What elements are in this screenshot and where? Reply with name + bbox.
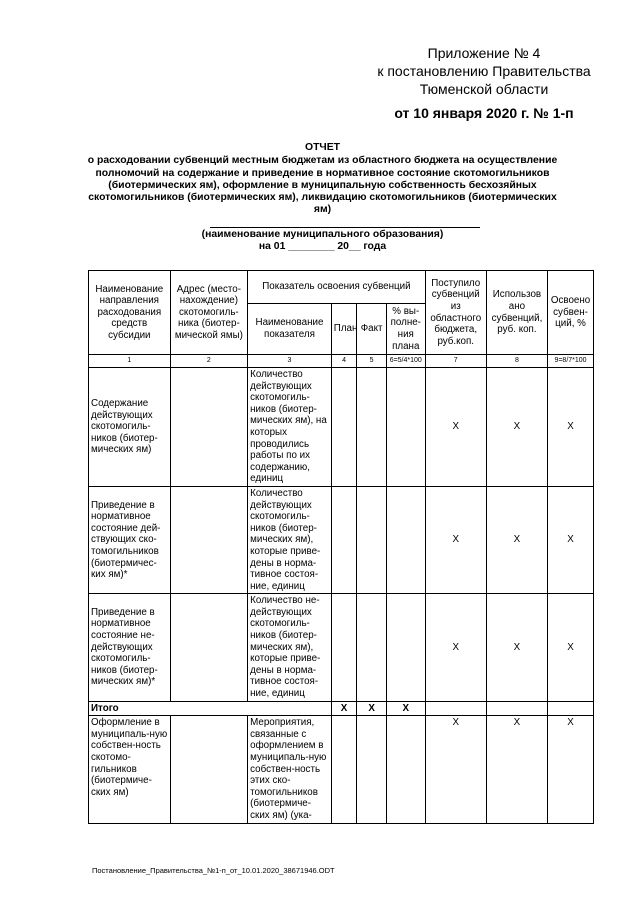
row-plan bbox=[331, 368, 357, 487]
total-row bbox=[89, 701, 594, 716]
row-fact bbox=[357, 594, 387, 701]
row-used: X bbox=[486, 716, 547, 823]
col-number: 5 bbox=[357, 355, 387, 368]
row-mastered: X bbox=[548, 368, 594, 487]
appendix-header bbox=[364, 44, 604, 122]
total-percent: X bbox=[386, 701, 425, 716]
report-title-block bbox=[80, 142, 565, 217]
appendix-number: Приложение № 4 bbox=[427, 45, 541, 61]
row-mastered: X bbox=[548, 594, 594, 701]
row-mastered: X bbox=[548, 486, 594, 593]
col-number: 3 bbox=[248, 355, 332, 368]
row-address bbox=[170, 368, 248, 487]
table-row bbox=[89, 716, 594, 823]
header-percent: % вы-полне-ния плана bbox=[386, 304, 425, 355]
row-address bbox=[170, 594, 248, 701]
total-plan: X bbox=[331, 701, 357, 716]
col-number: 1 bbox=[89, 355, 171, 368]
table-row bbox=[89, 486, 594, 593]
municipality-label: (наименование муниципального образования) bbox=[201, 229, 444, 240]
row-received: X bbox=[425, 368, 486, 487]
header-mastered: Освоено субвен-ций, % bbox=[548, 271, 594, 355]
row-plan bbox=[331, 594, 357, 701]
report-date-line: на 01 ________ 20__ года bbox=[258, 241, 387, 252]
row-indicator: Количество действующих скотомогиль-ников (биотер-мических ям), которые приве-дены в норма-тивное состоя-ние, единиц bbox=[248, 486, 332, 593]
row-indicator: Количество действующих скотомогиль-ников (биотер-мических ям), на которых проводились работы по их содержанию, единиц bbox=[248, 368, 332, 487]
row-used: X bbox=[486, 594, 547, 701]
col-number: 8 bbox=[486, 355, 547, 368]
row-plan bbox=[331, 716, 357, 823]
row-direction: Содержание действующих скотомогиль-ников (биотер-мических ям) bbox=[89, 368, 171, 487]
row-indicator: Количество не-действующих скотомогиль-ников (биотер-мических ям), которые приве-дены в норма-тивное состоя-ние, единиц bbox=[248, 594, 332, 701]
header-used: Использов ано субвенций, руб. коп. bbox=[486, 271, 547, 355]
header-row-1 bbox=[89, 271, 594, 304]
total-mastered bbox=[548, 701, 594, 716]
total-label: Итого bbox=[89, 701, 332, 716]
row-address bbox=[170, 486, 248, 593]
appendix-region: Тюменской области bbox=[419, 81, 549, 97]
municipality-underline bbox=[210, 227, 480, 228]
header-received: Поступило субвенций из областного бюджета, руб.коп. bbox=[425, 271, 486, 355]
row-received: X bbox=[425, 716, 486, 823]
total-received bbox=[425, 701, 486, 716]
row-percent bbox=[386, 716, 425, 823]
row-received: X bbox=[425, 594, 486, 701]
report-title: ОТЧЕТ bbox=[304, 142, 340, 153]
total-used bbox=[486, 701, 547, 716]
col-number: 6=5/4*100 bbox=[386, 355, 425, 368]
header-indicator-name: Наименование показателя bbox=[248, 304, 332, 355]
header-direction: Наименование направления расходования средств субсидии bbox=[89, 271, 171, 355]
document-filename: Постановление_Правительства_№1-п_от_10.01.2020_38671946.ODT bbox=[92, 866, 335, 875]
row-fact bbox=[357, 368, 387, 487]
row-percent bbox=[386, 486, 425, 593]
col-number: 9=8/7*100 bbox=[548, 355, 594, 368]
table-row bbox=[89, 368, 594, 487]
row-plan bbox=[331, 486, 357, 593]
row-fact bbox=[357, 486, 387, 593]
row-percent bbox=[386, 594, 425, 701]
row-fact bbox=[357, 716, 387, 823]
row-used: X bbox=[486, 486, 547, 593]
row-percent bbox=[386, 368, 425, 487]
header-plan: План bbox=[331, 304, 357, 355]
appendix-date: от 10 января 2020 г. № 1-п bbox=[394, 105, 574, 121]
col-number: 4 bbox=[331, 355, 357, 368]
row-mastered: X bbox=[548, 716, 594, 823]
row-direction: Приведение в нормативное состояние дей-ствующих ско-томогильников (биотермичес-ких ям)* bbox=[89, 486, 171, 593]
appendix-reference: к постановлению Правительства bbox=[377, 63, 591, 79]
row-address bbox=[170, 716, 248, 823]
col-number: 2 bbox=[170, 355, 248, 368]
report-table bbox=[88, 270, 594, 824]
row-direction: Оформление в муниципаль-ную собствен-ность скотомо-гильников (биотермиче-ских ям) bbox=[89, 716, 171, 823]
row-used: X bbox=[486, 368, 547, 487]
row-indicator: Мероприятия, связанные с оформлением в муниципаль-ную собствен-ность этих ско-томогильников (биотермиче-ских ям) (ука- bbox=[248, 716, 332, 823]
row-received: X bbox=[425, 486, 486, 593]
report-description: о расходовании субвенций местным бюджетам из областного бюджета на осуществление полномочий на содержание и приведение в нормативное состояние скотомогильников (биотермических ям), оформление в муниципальную собственность бесхозяйных скотомогильников (биотермических ям), ликвидацию скотомогильников (биотермических ям) bbox=[87, 155, 558, 216]
row-direction: Приведение в нормативное состояние не-действующих скотомогиль-ников (биотер-мических ям)* bbox=[89, 594, 171, 701]
header-fact: Факт bbox=[357, 304, 387, 355]
col-number: 7 bbox=[425, 355, 486, 368]
header-address: Адрес (место-нахождение) скотомогиль-ника (биотер-мической ямы) bbox=[170, 271, 248, 355]
column-number-row bbox=[89, 355, 594, 368]
header-indicator-group: Показатель освоения субвенций bbox=[248, 271, 426, 304]
table-row bbox=[89, 594, 594, 701]
total-fact: X bbox=[357, 701, 387, 716]
